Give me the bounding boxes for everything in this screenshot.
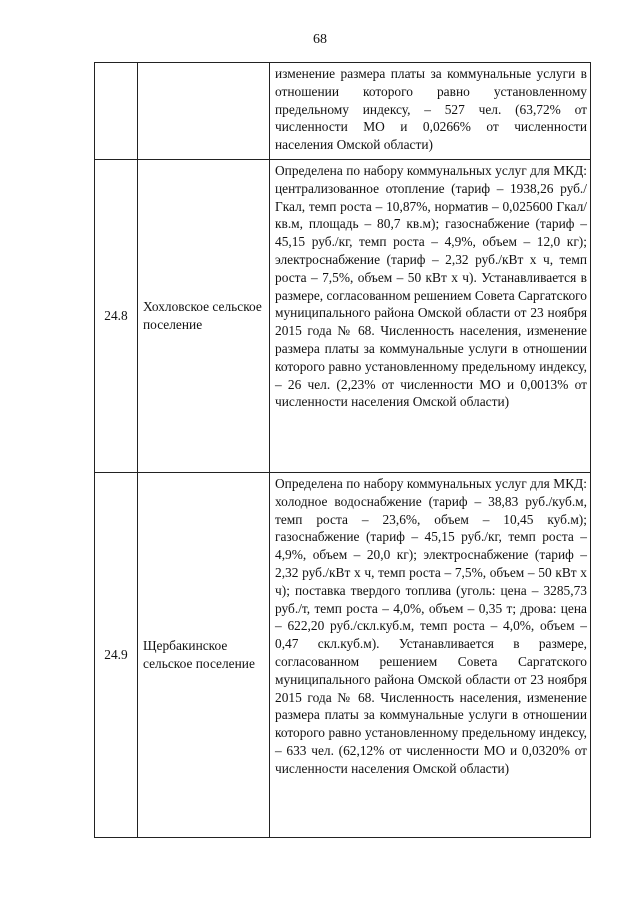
- table-row: [95, 63, 591, 160]
- description-text: Определена по набору коммунальных услуг для МКД: холодное водоснабжение (тариф – 38,83 руб./куб.м, темп роста – 23,6%, объем – 10,45 куб.м); газоснабжение (тариф – 45,15 руб./кг, темп роста – 4,9%, объем – 20,0 кг); электроснабжение (тариф – 2,32 руб./кВт х ч, темп роста – 7,5%, объем – 50 кВт х ч); поставка твердого топлива (уголь: цена – 3285,73 руб./т, темп роста – 4,0%, объем – 0,35 т; дрова: цена – 622,20 руб./скл.куб.м, темп роста – 4,0%, объем – 0,47 скл.куб.м). Устанавливается в размере, согласованном решением Совета Саргатского муниципального района Омской области от 23 ноября 2015 года № 68. Численность населения, изменение размера платы за коммунальные услуги в отношении которого равно установленному предельному индексу, – 633 чел. (62,12% от численности МО и 0,0320% от численности населения Омской области): [275, 476, 587, 776]
- page-number: 68: [313, 32, 327, 47]
- table-row: [95, 160, 591, 473]
- settlement-name-cell: Хохловское сельское поселение: [138, 160, 270, 473]
- description-cell: [270, 473, 591, 838]
- description-text: Определена по набору коммунальных услуг для МКД: централизованное отопление (тариф – 1938,26 руб./Гкал, темп роста – 10,87%, норматив – 0,025600 Гкал/кв.м, площадь – 80,7 кв.м); газоснабжение (тариф – 45,15 руб./кг, темп роста – 4,9%, объем – 12,0 кг); электроснабжение (тариф – 2,32 руб./кВт х ч, темп роста – 7,5%, объем – 50 кВт х ч). Устанавливается в размере, согласованном решением Совета Саргатского муниципального района Омской области от 23 ноября 2015 года № 68. Численность населения, изменение размера платы за коммунальные услуги в отношении которого равно установленному предельному индексу, – 26 чел. (2,23% от численности МО и 0,0013% от численности населения Омской области): [275, 163, 587, 410]
- settlement-name-cell: [138, 63, 270, 160]
- settlement-name-cell: Щербакинское сельское поселение: [138, 473, 270, 838]
- table-row: [95, 473, 591, 838]
- row-number-cell: [95, 63, 138, 160]
- row-number-cell: 24.9: [95, 473, 138, 838]
- description-text: изменение размера платы за коммунальные услуги в отношении которого равно установленному предельному индексу, – 527 чел. (63,72% от численности МО и 0,0266% от численности населения Омской области): [275, 66, 587, 153]
- row-number-cell: 24.8: [95, 160, 138, 473]
- description-cell: [270, 160, 591, 473]
- regulation-table: [94, 62, 591, 838]
- description-cell: [270, 63, 591, 160]
